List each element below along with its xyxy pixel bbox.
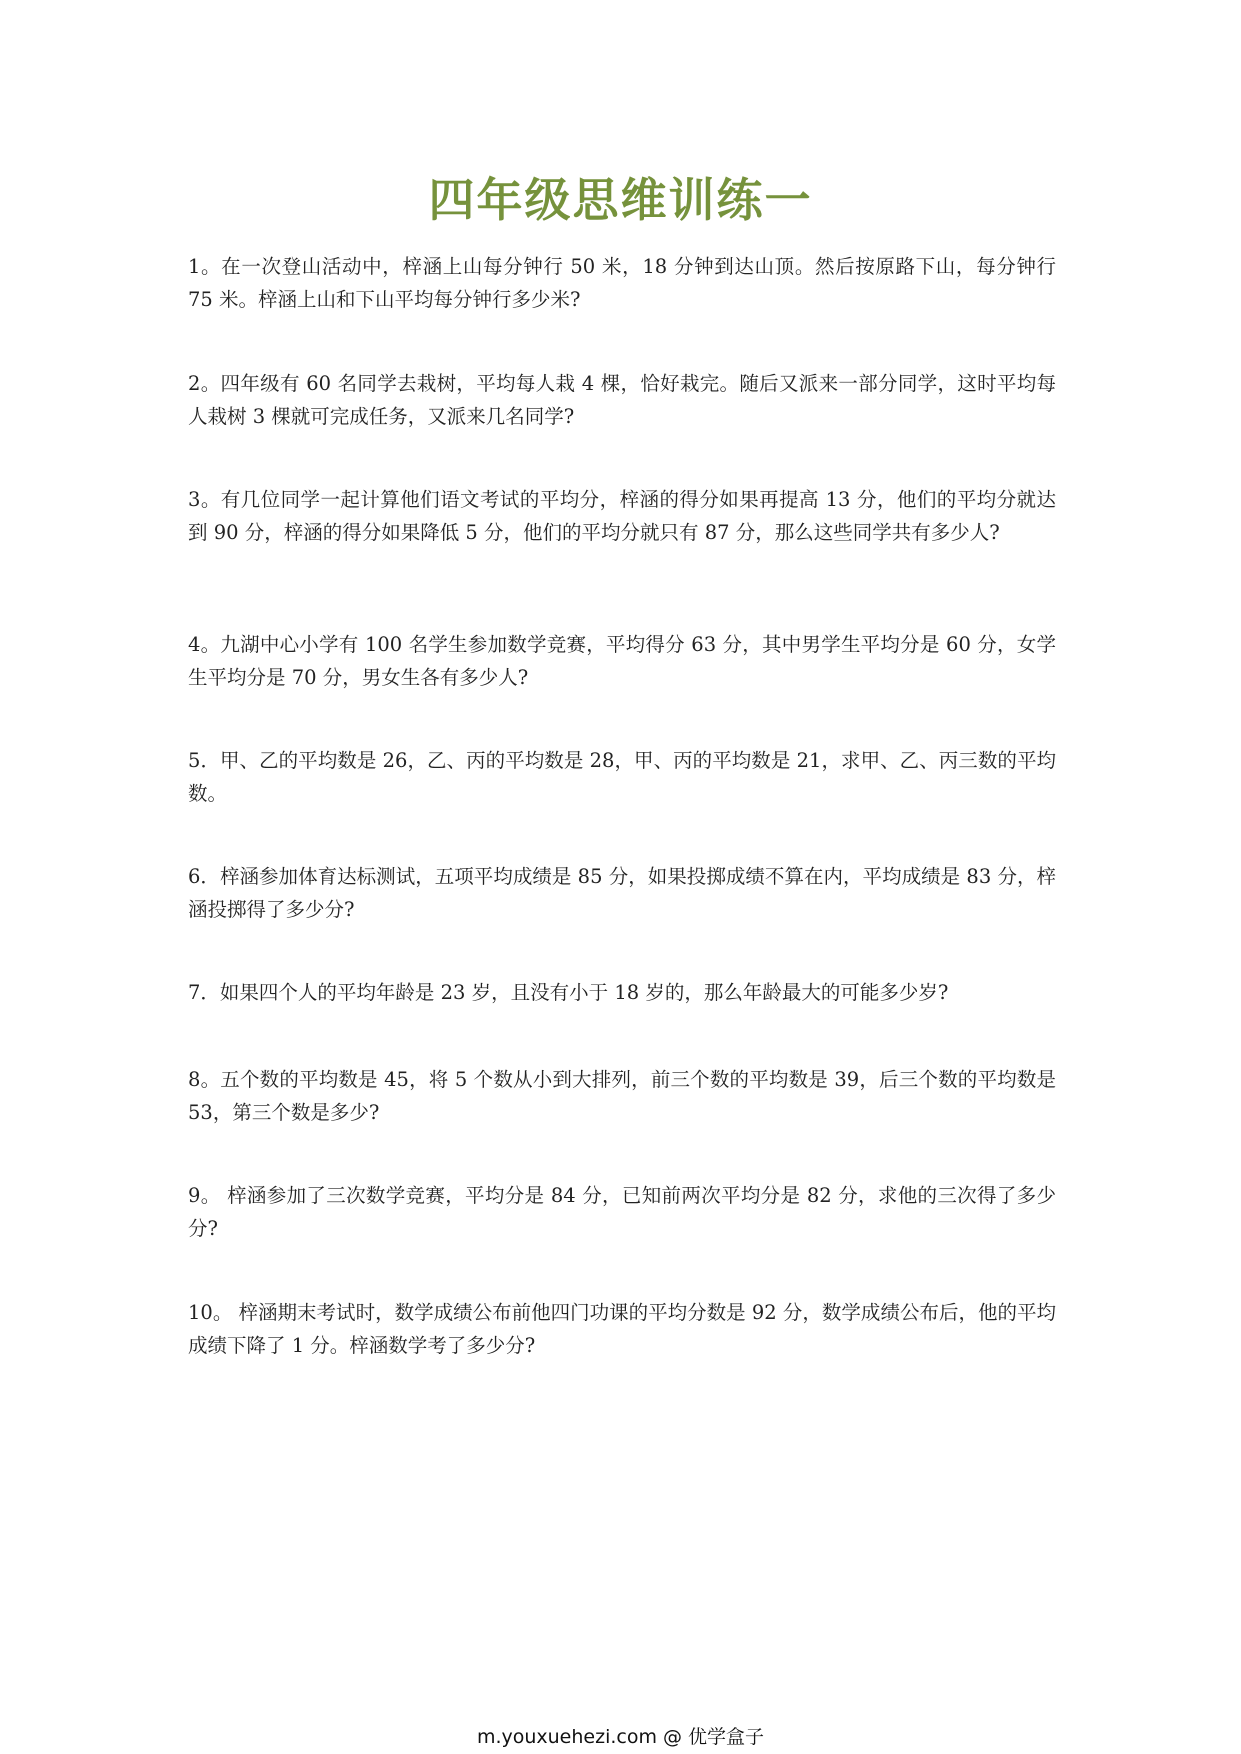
question-9: 9。 梓涵参加了三次数学竞赛，平均分是 84 分，已知前两次平均分是 82 分，求他的三次得了多少分?	[188, 1184, 1056, 1240]
question-7: 7．如果四个人的平均年龄是 23 岁，且没有小于 18 岁的，那么年龄最大的可能多少岁?	[188, 981, 949, 1004]
question-6: 6．梓涵参加体育达标测试，五项平均成绩是 85 分，如果投掷成绩不算在内，平均成绩是 83 分，梓涵投掷得了多少分?	[188, 865, 1056, 921]
question-1: 1。在一次登山活动中，梓涵上山每分钟行 50 米，18 分钟到达山顶。然后按原路下山，每分钟行 75 米。梓涵上山和下山平均每分钟行多少米?	[188, 255, 1056, 311]
question-8: 8。五个数的平均数是 45，将 5 个数从小到大排列，前三个数的平均数是 39，后三个数的平均数是 53，第三个数是多少?	[188, 1068, 1056, 1124]
question-2: 2。四年级有 60 名同学去栽树，平均每人栽 4 棵，恰好栽完。随后又派来一部分同学，这时平均每人栽树 3 棵就可完成任务，又派来几名同学?	[188, 372, 1056, 428]
footer-watermark: m.youxuehezi.com @ 优学盒子	[476, 1726, 765, 1748]
question-4: 4。九湖中心小学有 100 名学生参加数学竞赛，平均得分 63 分，其中男学生平均分是 60 分，女学生平均分是 70 分，男女生各有多少人?	[188, 633, 1056, 689]
question-5: 5．甲、乙的平均数是 26，乙、丙的平均数是 28，甲、丙的平均数是 21，求甲、乙、丙三数的平均数。	[188, 749, 1056, 805]
page-title: 四年级思维训练一	[428, 173, 813, 227]
question-3: 3。有几位同学一起计算他们语文考试的平均分，梓涵的得分如果再提高 13 分，他们的平均分就达到 90 分，梓涵的得分如果降低 5 分，他们的平均分就只有 87 分，那么这些同学共有多少人?	[188, 488, 1056, 544]
question-10: 10。 梓涵期末考试时，数学成绩公布前他四门功课的平均分数是 92 分，数学成绩公布后，他的平均成绩下降了 1 分。梓涵数学考了多少分?	[188, 1301, 1056, 1357]
